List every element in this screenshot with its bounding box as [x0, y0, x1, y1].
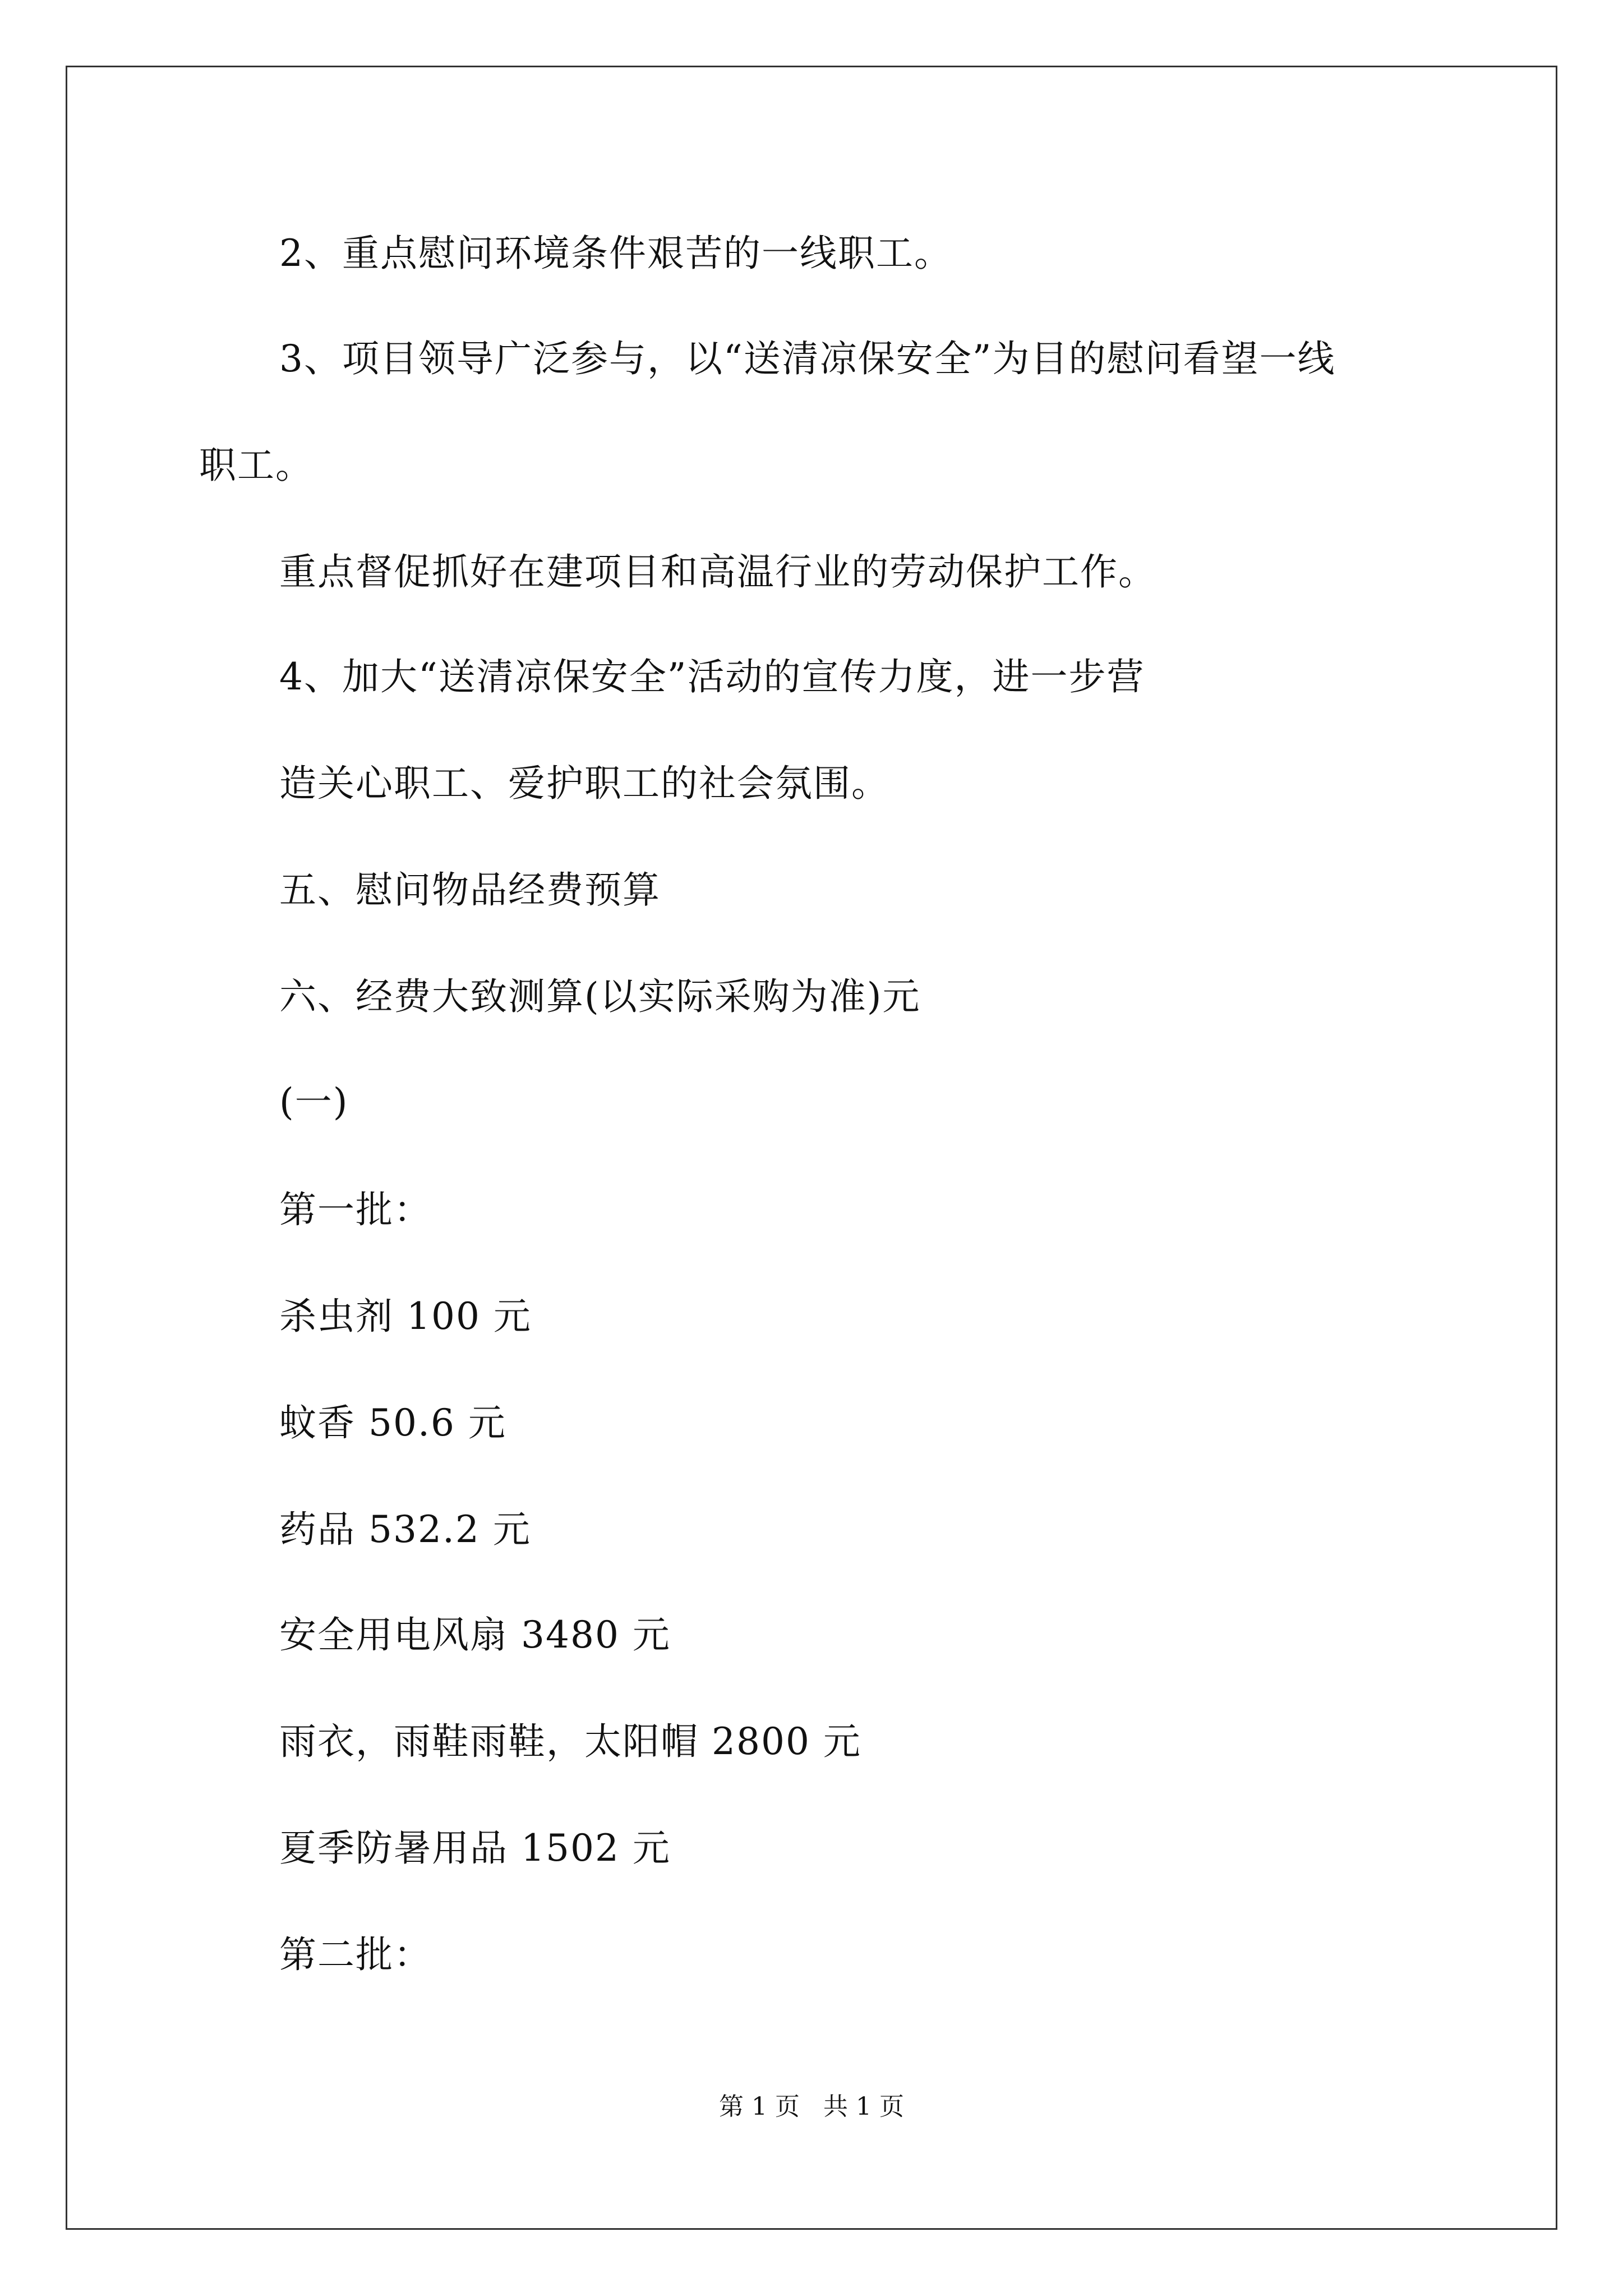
section-heading-6: 六、经费大致测算(以实际采购为准)元 — [279, 975, 921, 1018]
batch-heading-2: 第二批： — [279, 1933, 432, 1976]
list-item: 药品 532.2 元 — [279, 1508, 531, 1551]
paragraph-line-6: 造关心职工、爱护职工的社会氛围。 — [279, 762, 889, 805]
paragraph-line-1: 2、重点慰问环境条件艰苦的一线职工。 — [279, 232, 952, 275]
list-item: 安全用电风扇 3480 元 — [279, 1613, 671, 1657]
paragraph-line-4: 重点督促抓好在建项目和高温行业的劳动保护工作。 — [279, 550, 1156, 593]
list-item: 夏季防暑用品 1502 元 — [279, 1826, 671, 1870]
list-item: 蚊香 50.6 元 — [279, 1401, 506, 1444]
paragraph-line-5: 4、加大“送清凉保安全”活动的宣传力度，进一步营 — [279, 655, 1145, 698]
list-item: 雨衣，雨鞋雨鞋，太阳帽 2800 元 — [279, 1720, 861, 1763]
paragraph-line-2: 3、项目领导广泛参与，以“送清凉保安全”为目的慰问看望一线 — [279, 337, 1336, 380]
section-heading-5: 五、慰问物品经费预算 — [279, 868, 661, 912]
page-footer: 第 1 页 共 1 页 — [719, 2092, 904, 2121]
list-item: 杀虫剂 100 元 — [279, 1295, 532, 1338]
subsection-label: (一) — [279, 1080, 349, 1124]
paragraph-line-3: 职工。 — [199, 444, 313, 487]
batch-heading-1: 第一批： — [279, 1188, 432, 1231]
page-border — [66, 66, 1557, 2230]
